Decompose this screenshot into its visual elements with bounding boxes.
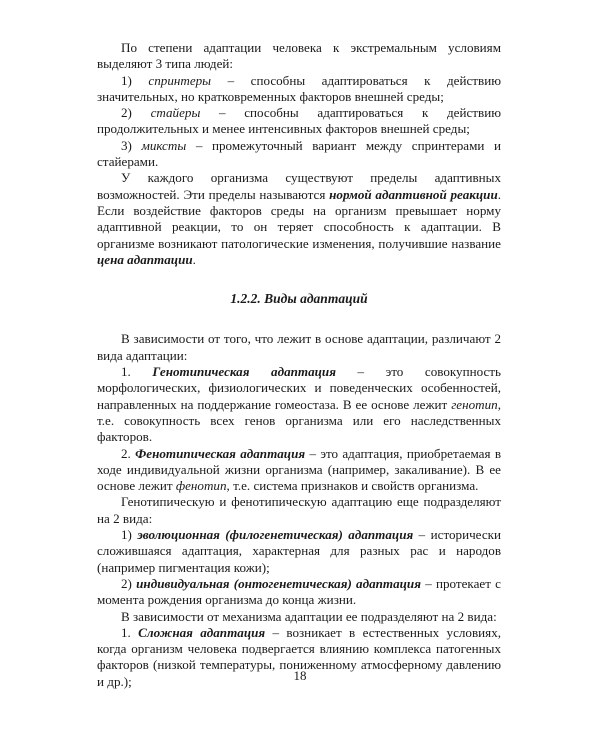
text-run: – способны адаптироваться к действию продолжительных и менее интенсивных факторов внешней среды;: [97, 105, 501, 137]
list-number: 2): [121, 575, 137, 591]
text-run: – промежуточный вариант между спринтерами и стайерами.: [97, 137, 501, 170]
text-run: – исторически сложившаяся адаптация, характерная для разных рас и народов (например пигментация кожи);: [97, 527, 501, 575]
text-run: – способны адаптироваться к действию значительных, но кратковременных факторов внешней среды;: [97, 72, 501, 104]
page-body: [97, 40, 501, 690]
term-adaptation-cost: цена адаптации: [97, 251, 193, 267]
type-sprinters: [97, 73, 501, 106]
section-heading: 1.2.2. Виды адаптаций: [230, 291, 368, 307]
mechanism-intro: В зависимости от механизма адаптации ее подразделяют на 2 вида:: [121, 608, 497, 624]
list-number: 1): [121, 527, 138, 543]
list-number: 1.: [121, 364, 153, 380]
individual-adaptation: [97, 576, 501, 609]
term-genotypic: Генотипическая адаптация: [152, 364, 336, 380]
text-run: – возникает в естественных условиях, когда организм человека подвергается влиянию комплекса патогенных факторов (низкой температуры, пониженному атмосферному давлению и др.);: [97, 624, 502, 689]
text-run: .: [192, 251, 196, 267]
term-individual: индивидуальная (онтогенетическая) адаптация: [136, 575, 421, 591]
list-number: 1): [121, 72, 149, 88]
adaptation-types-intro: По степени адаптации человека к экстремальным условиям выделяют 3 типа людей:: [97, 40, 501, 72]
type-mixed: [97, 138, 501, 171]
term-phenotype: фенотип: [175, 478, 227, 494]
term-phenotypic: Фенотипическая адаптация: [135, 445, 306, 461]
text-run: , т.е. система признаков и свойств организма.: [226, 478, 479, 494]
adaptation-limits-paragraph: [97, 170, 501, 268]
text-run: . Если воздействие факторов среды на организм превышает норму адаптивной реакции, то он теряет способность к адаптации. В организме возникают патологические изменения, получившие название: [97, 186, 502, 251]
text-run: – это адаптация, приобретаемая в ходе индивидуальной жизни организма (например, закаливание). В ее основе лежит: [97, 445, 502, 494]
text-run: У каждого организма существуют пределы адаптивных возможностей. Эти пределы называются: [97, 170, 501, 202]
subdivision-intro: Генотипическую и фенотипическую адаптацию еще подразделяют на 2 вида:: [97, 494, 501, 526]
text-run: – протекает с момента рождения организма до конца жизни.: [97, 575, 501, 608]
list-number: 2): [121, 105, 151, 121]
text-run: , т.е. совокупность всех генов организма или его наследственных факторов.: [97, 396, 501, 445]
list-number: 2.: [121, 445, 136, 461]
page-number: 18: [293, 668, 307, 683]
basis-intro: В зависимости от того, что лежит в основе адаптации, различают 2 вида адаптации:: [97, 331, 501, 363]
term-genotype: генотип: [451, 396, 498, 412]
term-complex: Сложная адаптация: [138, 624, 266, 640]
term-adaptive-norm: нормой адаптивной реакции: [329, 186, 498, 202]
term-evolutionary: эволюционная (филогенетическая) адаптация: [137, 527, 414, 543]
evolutionary-adaptation: [97, 527, 501, 576]
list-number: 1.: [121, 624, 139, 640]
genotypic-adaptation: [97, 364, 501, 445]
text-run: – это совокупность морфологических, физиологических и поведенческих особенностей, направленных на поддержание гомеостаза. В ее основе лежит: [97, 364, 501, 412]
list-number: 3): [121, 137, 142, 153]
term-stayers: стайеры: [150, 105, 201, 121]
term-sprinters: спринтеры: [148, 72, 212, 88]
phenotypic-adaptation: [97, 446, 501, 495]
type-stayers: [97, 105, 501, 138]
term-mixed: миксты: [141, 137, 187, 153]
